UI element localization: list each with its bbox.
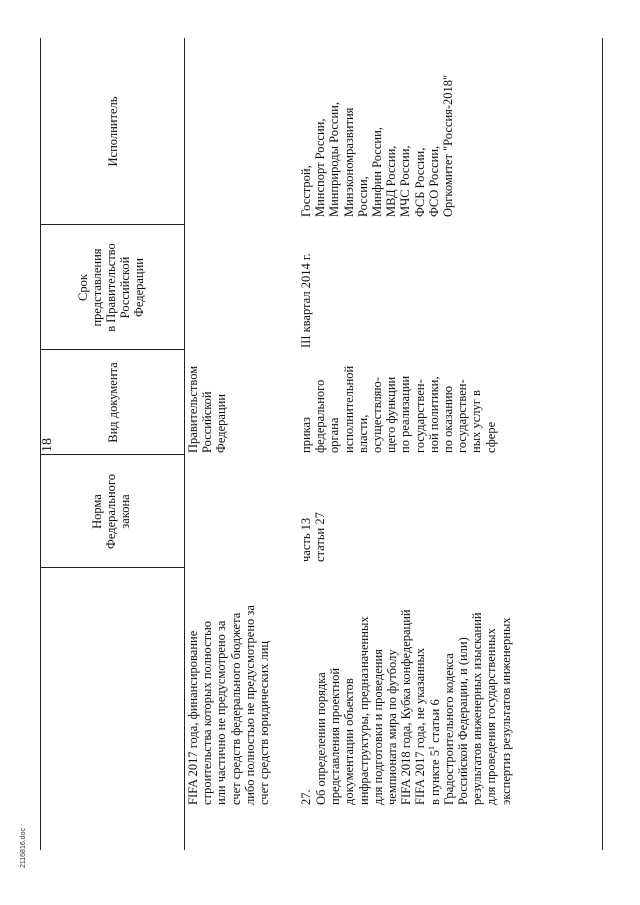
header-norm xyxy=(90,455,132,568)
row-27-doc-type xyxy=(299,366,498,453)
text-line: приказ xyxy=(299,417,313,453)
text-line: строительства которых полностью xyxy=(200,620,215,805)
text-line: Минфин России, xyxy=(370,127,385,217)
text-line: государствен- xyxy=(412,379,427,453)
header-deadline-line: Федерации xyxy=(132,257,146,318)
text-line: Оргкомитет "Россия-2018" xyxy=(441,74,456,217)
header-deadline-line: в Правительство xyxy=(104,243,118,332)
text-line: Минэкономразвития xyxy=(341,107,356,217)
header-deadline xyxy=(76,225,146,350)
text-line: FIFA 2017 года, не указанных xyxy=(413,647,428,805)
text-line: ФСО России, xyxy=(426,145,441,217)
text-line: FIFA 2018 года, Кубка конфедераций xyxy=(399,609,414,805)
text-line: статьи 27 xyxy=(313,512,328,562)
header-norm-line: Норма xyxy=(90,494,104,529)
header-deadline-line: Российской xyxy=(118,256,132,319)
row-continued-doc-type xyxy=(186,366,229,453)
text-line-with-superscript xyxy=(428,609,442,805)
text-fragment: статьи 6 xyxy=(427,699,442,747)
table-top-border xyxy=(40,38,41,850)
text-line: осуществляю- xyxy=(370,377,385,453)
text-line: Минспорт России, xyxy=(313,118,328,217)
text-line: счет средств федерального бюджета xyxy=(228,612,243,805)
text-line: чемпионата мира по футболу xyxy=(385,649,400,805)
text-line: инфраструктуры, предназначенных xyxy=(356,616,371,805)
header-deadline-line: Срок xyxy=(76,274,90,301)
text-line: МВД России, xyxy=(384,145,399,217)
text-line: сфере xyxy=(483,421,498,453)
document-id: 2116816.doc xyxy=(20,828,27,868)
text-line: экспертиз результатов инженерных xyxy=(498,617,513,805)
text-line: исполнительной xyxy=(341,365,356,453)
text-line: Градостроительного кодекса xyxy=(441,653,456,805)
text-line: Российской xyxy=(200,391,215,453)
text-line: федерального xyxy=(313,379,328,453)
text-line: FIFA 2017 года, финансирование xyxy=(186,630,200,805)
row-27-executors xyxy=(299,75,455,217)
text-line: Госстрой, xyxy=(299,165,313,217)
text-line: ФСБ России, xyxy=(412,147,427,217)
text-line: или частично не предусмотрено за xyxy=(214,620,229,805)
text-line: счет средств юридических лиц xyxy=(257,640,272,805)
text-line: Минприроды России, xyxy=(327,102,342,217)
text-line: по оказанию xyxy=(441,386,456,453)
page-number: 18 xyxy=(40,438,55,452)
header-executor: Исполнитель xyxy=(106,96,120,167)
text-line: для подготовки и проведения xyxy=(370,649,385,805)
header-doc-type: Вид документа xyxy=(106,362,120,443)
text-line: ной политики, xyxy=(426,376,441,453)
text-line: органа xyxy=(327,417,342,453)
text-line: власти, xyxy=(355,414,370,453)
text-line: часть 13 xyxy=(299,517,313,562)
superscript: 1 xyxy=(426,746,436,751)
row-27-deadline: III квартал 2014 г. xyxy=(299,253,313,348)
text-line: Российской Федерации, и (или) xyxy=(456,637,471,805)
header-norm-line: закона xyxy=(118,494,132,529)
text-line: для проведения государственных xyxy=(484,628,499,805)
table-bottom-border xyxy=(602,38,603,850)
text-line: МЧС России, xyxy=(398,145,413,217)
text-line: документации объектов xyxy=(342,678,357,805)
header-norm-line: Федерального xyxy=(104,473,118,550)
text-fragment: в пункте 5 xyxy=(427,750,442,805)
text-line: Об определении порядка xyxy=(314,672,328,805)
text-line: либо полностью не предусмотрено за xyxy=(242,605,257,805)
row-27-norm xyxy=(299,512,327,562)
text-line: государствен- xyxy=(455,379,470,453)
row-27-name xyxy=(314,609,513,805)
row-continued-name xyxy=(186,605,271,805)
text-line: представления проектной xyxy=(328,667,343,805)
text-line: России, xyxy=(355,176,370,217)
text-line: Правительством xyxy=(186,365,200,453)
text-line: щего функции xyxy=(384,376,399,453)
header-deadline-line: представления xyxy=(90,248,104,327)
text-line: ных услуг в xyxy=(469,390,484,453)
text-line: результатов инженерных изысканий xyxy=(470,612,485,805)
header-bottom-border xyxy=(184,38,185,850)
text-line: Федерации xyxy=(214,393,229,453)
row-27-number: 27. xyxy=(299,789,313,805)
text-line: по реализации xyxy=(398,375,413,453)
